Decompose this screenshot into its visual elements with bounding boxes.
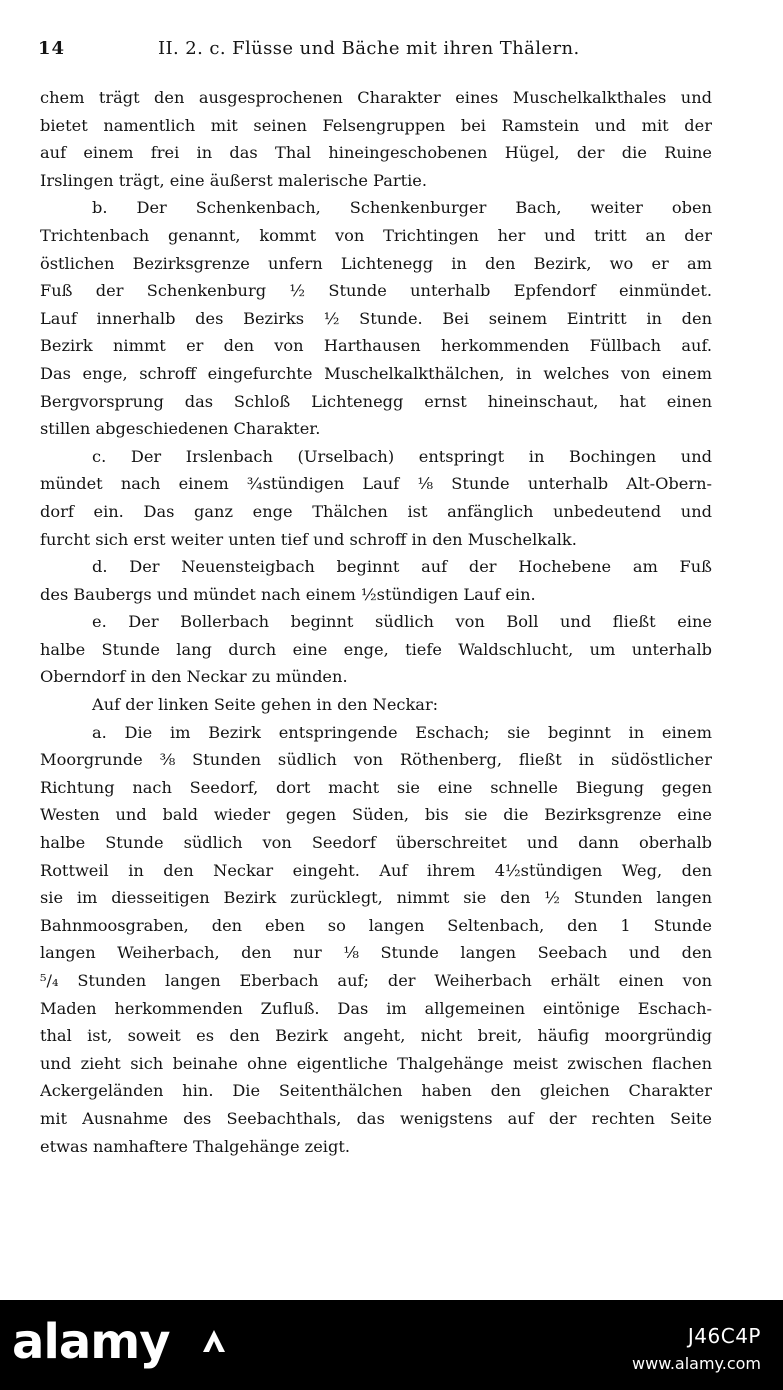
paragraph-start-b: b. Der Schenkenbach, Schenkenburger Bach, weiter oben bbox=[92, 198, 712, 218]
text-line: langen Weiherbach, den nur ⅛ Stunde langen Seebach und den bbox=[40, 943, 712, 963]
text-line: Westen und bald wieder gegen Süden, bis sie die Bezirksgrenze eine bbox=[40, 805, 712, 825]
text-line: mündet nach einem ¾stündigen Lauf ⅛ Stunde unterhalb Alt-Obern- bbox=[40, 474, 712, 494]
alamy-logo: alamy bbox=[12, 1314, 170, 1370]
text-line: ⁵/₄ Stunden langen Eberbach auf; der Weiherbach erhält einen von bbox=[40, 971, 712, 990]
text-line: Oberndorf in den Neckar zu münden. bbox=[40, 667, 348, 687]
text-line: mit Ausnahme des Seebachthals, das wenigstens auf der rechten Seite bbox=[40, 1108, 712, 1128]
text-line: Moorgrunde ⅜ Stunden südlich von Röthenberg, fließt in südöstlicher bbox=[40, 750, 712, 770]
text-line: thal ist, soweit es den Bezirk angeht, nicht breit, häufig moorgründig bbox=[40, 1026, 712, 1046]
text-line: Maden herkommenden Zufluß. Das im allgemeinen eintönige Eschach- bbox=[40, 998, 712, 1018]
body-text bbox=[40, 84, 712, 1160]
text-line: stillen abgeschiedenen Charakter. bbox=[40, 419, 321, 439]
site-url: www.alamy.com bbox=[632, 1354, 761, 1373]
watermark-banner bbox=[0, 1300, 783, 1390]
paragraph-start-a: a. Die im Bezirk entspringende Eschach; sie beginnt in einem bbox=[92, 722, 712, 742]
text-line: Trichtenbach genannt, kommt von Trichtingen her und tritt an der bbox=[40, 225, 712, 245]
text-line: Bahnmoosgraben, den eben so langen Seltenbach, den 1 Stunde bbox=[40, 915, 712, 935]
text-line: etwas namhaftere Thalgehänge zeigt. bbox=[40, 1136, 350, 1156]
text-line: auf einem frei in das Thal hineingeschobenen Hügel, der die Ruine bbox=[40, 143, 712, 163]
text-line: Rottweil in den Neckar eingeht. Auf ihrem 4½stündigen Weg, den bbox=[40, 860, 712, 880]
alamy-a-icon bbox=[201, 1328, 227, 1354]
paragraph-start-e: e. Der Bollerbach beginnt südlich von Boll und fließt eine bbox=[92, 612, 712, 632]
running-title: II. 2. c. Flüsse und Bäche mit ihren Thälern. bbox=[158, 38, 580, 59]
text-line: dorf ein. Das ganz enge Thälchen ist anfänglich unbedeutend und bbox=[40, 501, 712, 521]
text-line: des Baubergs und mündet nach einem ½stündigen Lauf ein. bbox=[40, 584, 536, 604]
text-line: halbe Stunde lang durch eine enge, tiefe Waldschlucht, um unterhalb bbox=[40, 639, 712, 659]
image-id: J46C4P bbox=[687, 1324, 761, 1348]
text-line: und zieht sich beinahe ohne eigentliche Thalgehänge meist zwischen flachen bbox=[40, 1053, 712, 1073]
page-header bbox=[38, 32, 714, 66]
text-line: bietet namentlich mit seinen Felsengruppen bei Ramstein und mit der bbox=[40, 115, 712, 135]
text-line: östlichen Bezirksgrenze unfern Lichtenegg in den Bezirk, wo er am bbox=[40, 253, 712, 273]
text-line: Richtung nach Seedorf, dort macht sie eine schnelle Biegung gegen bbox=[40, 777, 712, 797]
text-line: Bergvorsprung das Schloß Lichtenegg ernst hineinschaut, hat einen bbox=[40, 391, 712, 411]
text-line: Lauf innerhalb des Bezirks ½ Stunde. Bei seinem Eintritt in den bbox=[40, 308, 712, 328]
text-line: halbe Stunde südlich von Seedorf überschreitet und dann oberhalb bbox=[40, 833, 712, 853]
text-line: furcht sich erst weiter unten tief und schroff in den Muschelkalk. bbox=[40, 529, 577, 549]
page-number: 14 bbox=[38, 38, 66, 59]
text-line: Ackergeländen hin. Die Seitenthälchen haben den gleichen Charakter bbox=[40, 1081, 712, 1101]
section-intro-left-side: Auf der linken Seite gehen in den Neckar: bbox=[92, 695, 439, 715]
text-line: sie im diesseitigen Bezirk zurücklegt, nimmt sie den ½ Stunden langen bbox=[40, 888, 712, 908]
text-line: Das enge, schroff eingefurchte Muschelkalkthälchen, in welches von einem bbox=[40, 363, 712, 383]
paragraph-start-c: c. Der Irslenbach (Urselbach) entspringt in Bochingen und bbox=[92, 446, 712, 466]
text-line: Irslingen trägt, eine äußerst malerische Partie. bbox=[40, 170, 428, 190]
text-line: chem trägt den ausgesprochenen Charakter eines Muschelkalkthales und bbox=[40, 88, 712, 107]
text-line: Bezirk nimmt er den von Harthausen herkommenden Füllbach auf. bbox=[40, 336, 712, 356]
paragraph-start-d: d. Der Neuensteigbach beginnt auf der Hochebene am Fuß bbox=[92, 557, 712, 577]
text-line: Fuß der Schenkenburg ½ Stunde unterhalb Epfendorf einmündet. bbox=[40, 281, 712, 301]
